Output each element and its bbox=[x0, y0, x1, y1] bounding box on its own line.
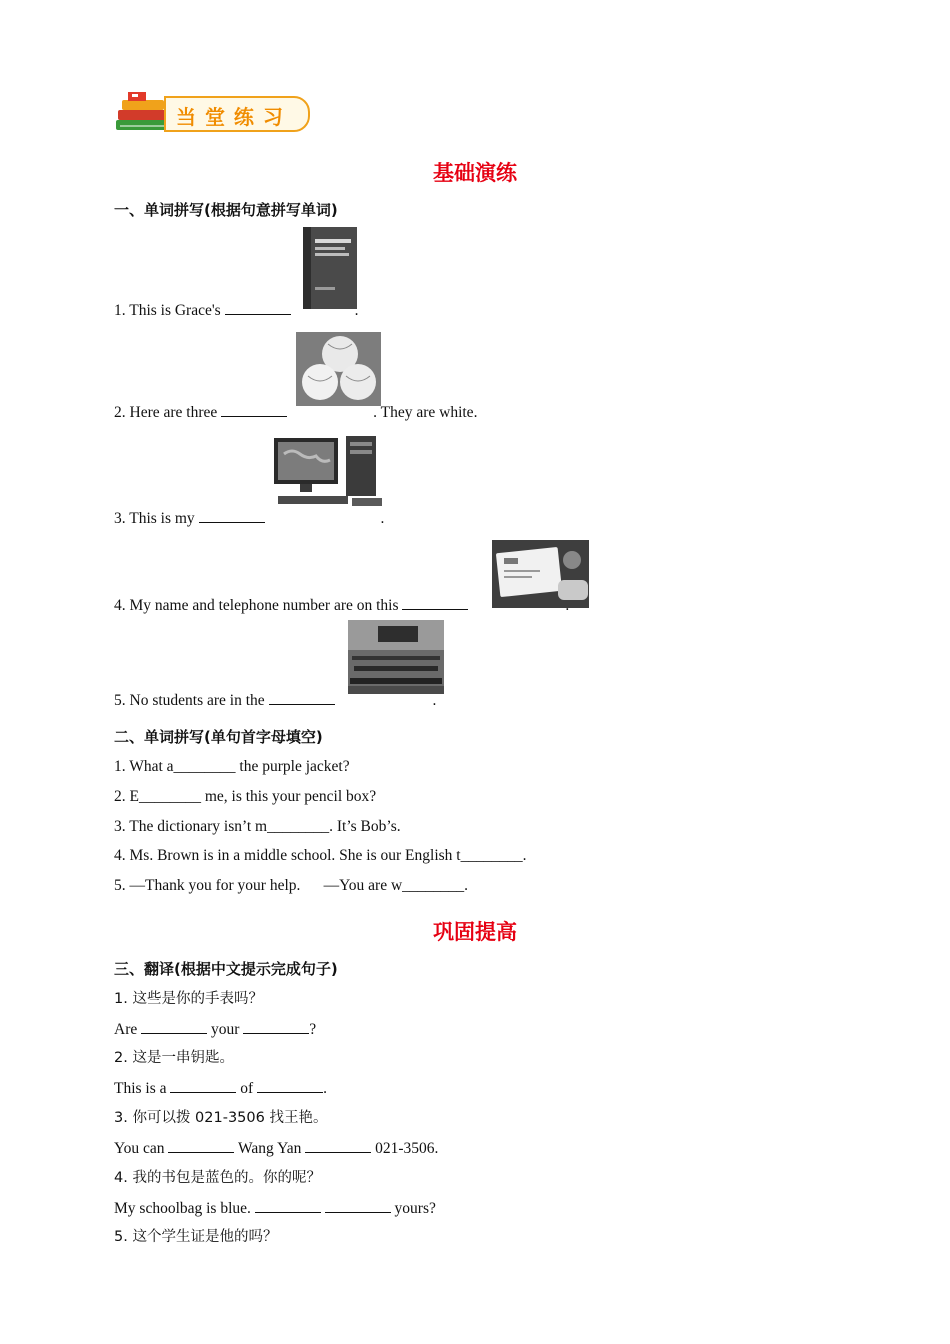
answer-blank[interactable] bbox=[402, 595, 468, 610]
classroom-image bbox=[348, 620, 444, 694]
p1-item-4: 4. My name and telephone number are on this . bbox=[114, 597, 570, 614]
answer-blank[interactable] bbox=[199, 508, 265, 523]
p3-item-1-cn: 1. 这些是你的手表吗？ bbox=[114, 991, 263, 1007]
p2-item-5: 5. —Thank you for your help. —You are w________. bbox=[114, 877, 469, 894]
answer-blank[interactable] bbox=[255, 1198, 321, 1213]
p3-item-2-cn: 2. 这是一串钥匙。 bbox=[114, 1050, 234, 1066]
computer-image bbox=[272, 434, 386, 510]
p2-item-4: 4. Ms. Brown is in a middle school. She is our English t________. bbox=[114, 847, 527, 864]
answer-blank[interactable] bbox=[325, 1198, 391, 1213]
p2-item-3: 3. The dictionary isn’t m________. It’s Bob’s. bbox=[114, 818, 401, 835]
answer-blank[interactable] bbox=[141, 1019, 207, 1034]
practice-banner bbox=[112, 90, 312, 138]
banner-label-box bbox=[164, 96, 310, 132]
p3-item-1-en: Are your ? bbox=[114, 1021, 317, 1038]
p2-item-1: 1. What a________ the purple jacket? bbox=[114, 758, 350, 775]
banner-label: 当 堂 练 习 bbox=[176, 105, 284, 129]
p1-item-2: 2. Here are three . They are white. bbox=[114, 404, 478, 421]
part3-heading: 三、翻译(根据中文提示完成句子) bbox=[114, 960, 338, 978]
p2-item-2: 2. E________ me, is this your pencil box? bbox=[114, 788, 377, 805]
p1-item-5: 5. No students are in the . bbox=[114, 692, 437, 709]
p1-item-1: 1. This is Grace's . bbox=[114, 302, 359, 319]
answer-blank[interactable] bbox=[170, 1078, 236, 1093]
p3-item-3-cn: 3. 你可以拨 021-3506 找王艳。 bbox=[114, 1110, 328, 1126]
answer-blank[interactable] bbox=[305, 1138, 371, 1153]
p3-item-3-en: You can Wang Yan 021-3506. bbox=[114, 1140, 439, 1157]
baseballs-image bbox=[296, 332, 381, 406]
p3-item-5-cn: 5. 这个学生证是他的吗？ bbox=[114, 1229, 278, 1245]
part2-heading: 二、单词拼写(单句首字母填空) bbox=[114, 728, 323, 746]
answer-blank[interactable] bbox=[225, 300, 291, 315]
answer-blank[interactable] bbox=[168, 1138, 234, 1153]
part1-heading: 一、单词拼写(根据句意拼写单词) bbox=[114, 201, 338, 219]
p3-item-4-en: My schoolbag is blue. yours? bbox=[114, 1200, 436, 1217]
p3-item-2-en: This is a of . bbox=[114, 1080, 327, 1097]
dictionary-image bbox=[299, 225, 361, 311]
answer-blank[interactable] bbox=[257, 1078, 323, 1093]
section-title-basic: 基础演练 bbox=[433, 161, 517, 185]
section-title-advanced: 巩固提高 bbox=[433, 920, 517, 944]
answer-blank[interactable] bbox=[221, 402, 287, 417]
answer-blank[interactable] bbox=[269, 690, 335, 705]
answer-blank[interactable] bbox=[243, 1019, 309, 1034]
p3-item-4-cn: 4. 我的书包是蓝色的。你的呢？ bbox=[114, 1170, 321, 1186]
p1-item-3: 3. This is my . bbox=[114, 510, 385, 527]
